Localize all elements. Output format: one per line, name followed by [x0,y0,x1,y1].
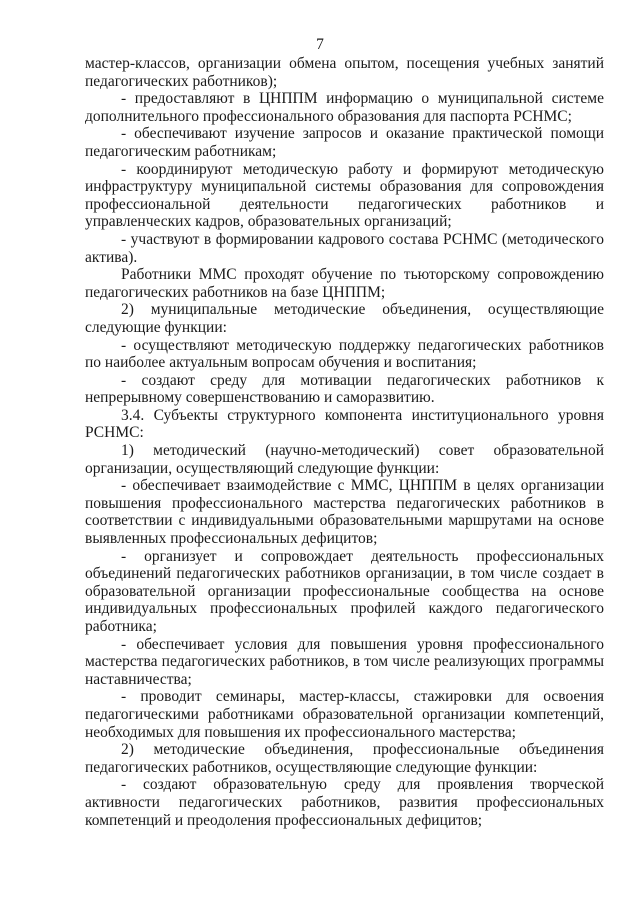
paragraph: - предоставляют в ЦНППМ информацию о муниципальной системе дополнительного профессионального образования для паспорта РСНМС; [85,90,604,125]
paragraph: 2) муниципальные методические объединения, осуществляющие следующие функции: [85,301,604,336]
paragraph: 3.4. Субъекты структурного компонента институционального уровня РСНМС: [85,406,604,442]
paragraph: - участвуют в формировании кадрового состава РСНМС (методического актива). [85,230,604,266]
paragraph: - создают среду для мотивации педагогических работников к непрерывному совершенствованию и саморазвитию. [85,371,604,407]
paragraph: - организует и сопровождает деятельность профессиональных объединений педагогических работников организации, в том числе создает в образовательной организации профессиональные сообщества на основе индивидуальных профессиональных профилей каждого педагогического работника; [85,547,604,635]
paragraph: - координируют методическую работу и формируют методическую инфраструктуру муниципальной системы образования для сопровождения профессиональной деятельности педагогических работников и управленческих кадров, образовательных организаций; [85,160,604,231]
paragraph: - обеспечивает условия для повышения уровня профессионального мастерства педагогических работников, в том числе реализующих программы наставничества; [85,635,604,688]
paragraph: - создают образовательную среду для проявления творческой активности педагогических работников, развития профессиональных компетенций и преодоления профессиональных дефицитов; [85,776,604,829]
paragraph: 1) методический (научно-методический) совет образовательной организации, осуществляющий следующие функции: [85,442,604,477]
paragraph: Работники ММС проходят обучение по тьюторскому сопровождению педагогических работников на базе ЦНППМ; [85,266,604,301]
paragraph: - проводит семинары, мастер-классы, стажировки для освоения педагогическими работниками образовательной организации компетенций, необходимых для повышения их профессионального мастерства; [85,688,604,741]
document-body [85,55,604,829]
page-number: 7 [316,36,324,53]
paragraph: 2) методические объединения, профессиональные объединения педагогических работников, осуществляющие следующие функции: [85,741,604,776]
paragraph: мастер-классов, организации обмена опытом, посещения учебных занятий педагогических работников); [85,55,604,90]
paragraph: - обеспечивают изучение запросов и оказание практической помощи педагогическим работникам; [85,125,604,160]
paragraph: - осуществляют методическую поддержку педагогических работников по наиболее актуальным вопросам обучения и воспитания; [85,336,604,372]
paragraph: - обеспечивает взаимодействие с ММС, ЦНППМ в целях организации повышения профессионального мастерства педагогических работников в соответствии с индивидуальными образовательными маршрутами на основе выявленных профессиональных дефицитов; [85,477,604,548]
